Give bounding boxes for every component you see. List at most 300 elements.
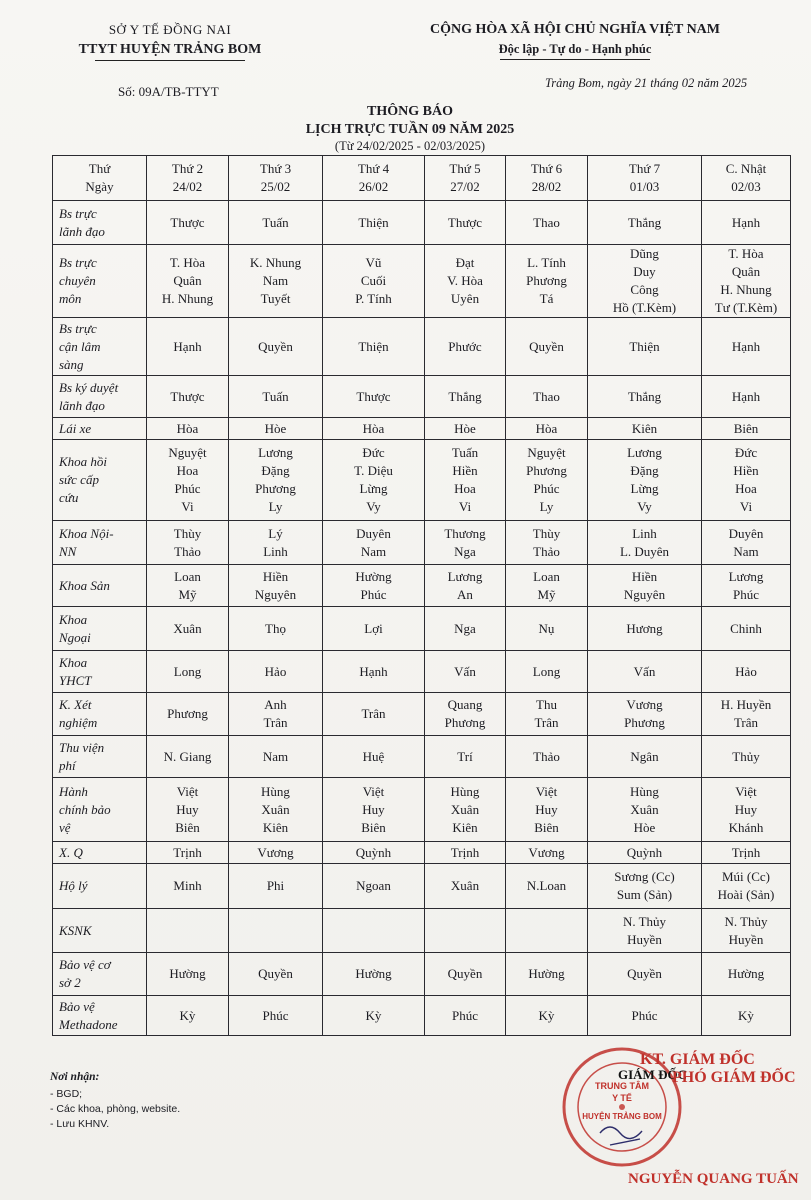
duty-cell bbox=[425, 201, 506, 245]
cell-line: sở 2 bbox=[59, 975, 81, 990]
cell-line: Khoa Nội- bbox=[59, 525, 114, 541]
duty-cell bbox=[229, 607, 323, 651]
day-date: 25/02 bbox=[260, 179, 291, 194]
cell-line: Biên bbox=[361, 819, 386, 835]
table-row bbox=[53, 201, 791, 245]
cell-line: Huyền bbox=[728, 931, 764, 947]
cell-line: Duyên bbox=[356, 525, 391, 541]
cell-line: Lương bbox=[447, 568, 483, 584]
cell-line: Long bbox=[173, 663, 202, 679]
cell-line: Ngoan bbox=[356, 878, 391, 893]
duty-cell bbox=[147, 521, 229, 565]
duty-cell bbox=[147, 909, 229, 953]
title-line2: LỊCH TRỰC TUẦN 09 NĂM 2025 bbox=[305, 122, 515, 137]
cell-line: Thao bbox=[533, 388, 560, 404]
cell-line: Thiện bbox=[358, 214, 389, 230]
duty-cell bbox=[147, 842, 229, 864]
cell-line: Vấn bbox=[633, 663, 656, 679]
cell-line: Hạnh bbox=[731, 214, 761, 230]
cell-line: Thảo bbox=[174, 543, 201, 559]
cell-line: lãnh đạo bbox=[59, 223, 105, 239]
cell-line: Hường bbox=[169, 966, 206, 981]
cell-line: Nam bbox=[733, 543, 759, 559]
duty-cell bbox=[506, 842, 588, 864]
duty-cell bbox=[588, 953, 702, 996]
cell-line: Anh bbox=[264, 697, 287, 712]
cell-line: Phúc bbox=[452, 1007, 478, 1023]
cell-line: Sương (Cc) bbox=[614, 869, 675, 884]
duty-cell bbox=[588, 318, 702, 376]
row-label-cell bbox=[53, 651, 147, 693]
cell-line: Thược bbox=[447, 214, 483, 230]
cell-line: Hùng bbox=[261, 783, 290, 799]
duty-cell bbox=[506, 565, 588, 607]
cell-line: Nga bbox=[454, 543, 476, 559]
day-date: 28/02 bbox=[531, 179, 562, 194]
table-row bbox=[53, 565, 791, 607]
cell-line: Hạnh bbox=[731, 388, 761, 404]
cell-line: Mỹ bbox=[178, 586, 197, 602]
duty-cell bbox=[323, 418, 425, 440]
cell-line: Quỳnh bbox=[355, 844, 392, 860]
duty-cell bbox=[425, 736, 506, 778]
cell-line: Hảo bbox=[264, 663, 287, 679]
org-header bbox=[40, 22, 300, 61]
duty-cell bbox=[702, 245, 791, 318]
duty-cell bbox=[425, 909, 506, 953]
duty-cell bbox=[702, 651, 791, 693]
nation-motto: Độc lập - Tự do - Hạnh phúc bbox=[498, 42, 652, 56]
row-label-cell bbox=[53, 842, 147, 864]
duty-cell bbox=[702, 521, 791, 565]
cell-line: Thương bbox=[444, 525, 486, 541]
cell-line: T. Hòa bbox=[169, 255, 206, 270]
cell-line: Thứ bbox=[88, 161, 111, 176]
duty-cell bbox=[229, 736, 323, 778]
duty-cell bbox=[147, 953, 229, 996]
cell-line: Công bbox=[630, 282, 659, 297]
cell-line: Khoa hồi bbox=[59, 454, 108, 469]
cell-line: Nụ bbox=[538, 620, 555, 636]
cell-line: Hiền bbox=[631, 568, 658, 584]
duty-cell bbox=[702, 864, 791, 909]
cell-line: N.Loan bbox=[526, 878, 567, 893]
duty-cell bbox=[588, 736, 702, 778]
duty-cell bbox=[425, 245, 506, 318]
cell-line: Hoa bbox=[176, 463, 199, 478]
duty-cell bbox=[147, 318, 229, 376]
duty-cell bbox=[323, 736, 425, 778]
cell-line: Minh bbox=[173, 878, 202, 893]
cell-line: Kiên bbox=[452, 819, 478, 835]
cell-line: Xuân bbox=[450, 878, 480, 893]
cell-line: Phương bbox=[624, 715, 665, 730]
table-row bbox=[53, 996, 791, 1036]
cell-line: Bs ký duyệt bbox=[59, 379, 119, 395]
cell-line: Việt bbox=[362, 783, 385, 799]
cell-line: Nam bbox=[262, 273, 289, 288]
cell-line: N. Thủy bbox=[622, 913, 667, 929]
cell-line: Trân bbox=[361, 706, 386, 721]
duty-cell bbox=[425, 651, 506, 693]
cell-line: Phước bbox=[448, 338, 482, 354]
duty-cell bbox=[323, 778, 425, 842]
duty-cell bbox=[229, 440, 323, 521]
cell-line: L. Duyên bbox=[619, 543, 670, 559]
cell-line: Hường bbox=[528, 966, 565, 981]
cell-line: Quyền bbox=[627, 966, 662, 981]
day-header-cell bbox=[147, 156, 229, 201]
duty-cell bbox=[702, 565, 791, 607]
cell-line: Vương bbox=[626, 697, 663, 712]
duty-cell bbox=[229, 996, 323, 1036]
cell-line: Hùng bbox=[630, 783, 659, 799]
cell-line: P. Tính bbox=[355, 291, 392, 306]
cell-line: Phương bbox=[255, 481, 296, 496]
duty-cell bbox=[506, 440, 588, 521]
cell-line: Bs trực bbox=[59, 205, 97, 221]
cell-line: Trân bbox=[534, 715, 559, 730]
cell-line: L. Tính bbox=[527, 255, 566, 270]
cell-line: Hành bbox=[59, 783, 88, 799]
cell-line: Việt bbox=[735, 783, 757, 799]
cell-line: Thiện bbox=[629, 338, 660, 354]
cell-line: Hảo bbox=[735, 663, 757, 679]
table-row bbox=[53, 318, 791, 376]
table-row bbox=[53, 778, 791, 842]
cell-line: Đức bbox=[734, 445, 758, 460]
cell-line: Xuân bbox=[630, 801, 659, 817]
cell-line: Huy bbox=[176, 801, 199, 817]
cell-line: Lợi bbox=[364, 620, 383, 636]
row-label-cell bbox=[53, 565, 147, 607]
duty-cell bbox=[588, 201, 702, 245]
cell-line: Methadone bbox=[59, 1016, 118, 1032]
cell-line: Lương bbox=[258, 445, 293, 460]
motto-underline bbox=[500, 59, 650, 60]
duty-cell bbox=[147, 245, 229, 318]
cell-line: Hùng bbox=[450, 783, 480, 799]
table-row bbox=[53, 651, 791, 693]
cell-line: Vi bbox=[458, 499, 472, 514]
duty-cell bbox=[147, 201, 229, 245]
org-underline bbox=[95, 60, 245, 61]
cell-line: cứu bbox=[59, 490, 79, 505]
duty-cell bbox=[425, 864, 506, 909]
cell-line: Biên bbox=[534, 819, 559, 835]
duty-cell bbox=[702, 376, 791, 418]
duty-cell bbox=[323, 909, 425, 953]
cell-line: Hòa bbox=[535, 420, 558, 436]
cell-line: Hiền bbox=[733, 463, 759, 478]
cell-line: Huệ bbox=[362, 748, 385, 764]
duty-cell bbox=[588, 778, 702, 842]
cell-line: Đặng bbox=[261, 463, 290, 478]
cell-line: Quỳnh bbox=[626, 844, 663, 860]
cell-line: Thảo bbox=[533, 543, 560, 559]
duty-cell bbox=[229, 864, 323, 909]
duty-cell bbox=[425, 778, 506, 842]
stamp-line-2: Y TẾ bbox=[612, 1093, 632, 1103]
cell-line: Vi bbox=[739, 499, 753, 514]
cell-line: Huyền bbox=[627, 931, 662, 947]
cell-line: Hòe bbox=[264, 420, 287, 436]
recipients-title: Nơi nhận: bbox=[50, 1071, 100, 1083]
row-label-cell bbox=[53, 201, 147, 245]
cell-line: Trịnh bbox=[173, 844, 202, 860]
cell-line: Bs trực bbox=[59, 255, 97, 270]
cell-line: lãnh đạo bbox=[59, 397, 105, 413]
cell-line: Quang bbox=[447, 697, 483, 712]
duty-cell bbox=[229, 693, 323, 736]
duty-cell bbox=[147, 778, 229, 842]
cell-line: Lái xe bbox=[59, 420, 92, 436]
cell-line: Xuân bbox=[450, 801, 480, 817]
table-header-row bbox=[53, 156, 791, 201]
cell-line: Múi (Cc) bbox=[721, 869, 771, 884]
cell-line: T. Hòa bbox=[728, 246, 764, 261]
cell-line: Quân bbox=[173, 273, 202, 288]
director-overprint: GIÁM ĐỐC bbox=[618, 1067, 687, 1082]
table-row bbox=[53, 418, 791, 440]
cell-line: Ly bbox=[539, 499, 554, 514]
row-label-cell bbox=[53, 909, 147, 953]
cell-line: N. Thủy bbox=[724, 913, 768, 929]
row-label-cell bbox=[53, 376, 147, 418]
cell-line: Trân bbox=[733, 715, 759, 730]
table-row bbox=[53, 607, 791, 651]
duty-cell bbox=[323, 842, 425, 864]
duty-cell bbox=[702, 953, 791, 996]
duty-cell bbox=[506, 693, 588, 736]
duty-cell bbox=[229, 778, 323, 842]
duty-cell bbox=[702, 440, 791, 521]
day-header-cell bbox=[425, 156, 506, 201]
cell-line: Phúc bbox=[262, 1007, 289, 1023]
duty-cell bbox=[229, 909, 323, 953]
duty-cell bbox=[588, 521, 702, 565]
cell-line: Kỳ bbox=[538, 1007, 555, 1023]
cell-line: Việt bbox=[176, 783, 199, 799]
duty-cell bbox=[702, 909, 791, 953]
duty-cell bbox=[506, 521, 588, 565]
duty-cell bbox=[588, 607, 702, 651]
cell-line: Hạnh bbox=[173, 338, 202, 354]
cell-line: X. Q bbox=[59, 844, 83, 860]
cell-line: Linh bbox=[263, 543, 288, 559]
cell-line: Chinh bbox=[730, 620, 762, 636]
duty-cell bbox=[229, 953, 323, 996]
duty-cell bbox=[425, 996, 506, 1036]
cell-line: H. Nhung bbox=[161, 291, 214, 306]
duty-cell bbox=[323, 521, 425, 565]
duty-cell bbox=[425, 693, 506, 736]
cell-line: Uyên bbox=[450, 291, 480, 306]
cell-line: Ngày bbox=[85, 179, 114, 194]
cell-line: N. Giang bbox=[163, 748, 212, 764]
table-row bbox=[53, 909, 791, 953]
cell-line: Tuấn bbox=[262, 388, 289, 404]
cell-line: Khoa bbox=[59, 611, 88, 627]
cell-line: Phúc bbox=[631, 1007, 658, 1023]
cell-line: Hoa bbox=[735, 481, 757, 496]
nation-title: CỘNG HÒA XÃ HỘI CHỦ NGHĨA VIỆT NAM bbox=[429, 22, 720, 37]
cell-line: sức cấp bbox=[59, 472, 99, 487]
cell-line: Hòa bbox=[176, 420, 199, 436]
duty-cell bbox=[506, 607, 588, 651]
duty-cell bbox=[229, 842, 323, 864]
duty-cell bbox=[702, 736, 791, 778]
cell-line: H. Nhung bbox=[720, 282, 772, 297]
cell-line: Duyên bbox=[728, 525, 764, 541]
cell-line: Huy bbox=[362, 801, 385, 817]
cell-line: Việt bbox=[535, 783, 558, 799]
row-label-cell bbox=[53, 953, 147, 996]
cell-line: Quyền bbox=[447, 966, 483, 981]
cell-line: Thắng bbox=[627, 214, 662, 230]
day-header-cell bbox=[702, 156, 791, 201]
duty-cell bbox=[425, 565, 506, 607]
cell-line: sàng bbox=[59, 356, 84, 372]
cell-line: Kỳ bbox=[738, 1007, 754, 1023]
cell-line: Hiền bbox=[452, 463, 478, 478]
cell-line: K. Xét bbox=[59, 697, 92, 712]
cell-line: nghiệm bbox=[59, 715, 98, 730]
cell-line: Hộ lý bbox=[59, 878, 88, 893]
cell-line: YHCT bbox=[59, 672, 92, 688]
duty-cell bbox=[425, 607, 506, 651]
title-line3: (Từ 24/02/2025 - 02/03/2025) bbox=[334, 139, 486, 153]
day-date: 26/02 bbox=[358, 179, 389, 194]
cell-line: Bs trực bbox=[59, 320, 97, 336]
cell-line: Khoa Sản bbox=[59, 577, 110, 593]
row-label-cell bbox=[53, 318, 147, 376]
day-name: Thứ 4 bbox=[357, 161, 390, 176]
cell-line: Nguyên bbox=[254, 586, 297, 602]
cell-line: Lừng bbox=[359, 481, 388, 496]
cell-line: Mỹ bbox=[537, 586, 556, 602]
duty-schedule-table bbox=[52, 155, 791, 1036]
cell-line: V. Hòa bbox=[447, 273, 483, 288]
duty-cell bbox=[147, 693, 229, 736]
table-row bbox=[53, 521, 791, 565]
cell-line: Thùy bbox=[173, 525, 202, 541]
cell-line: Thọ bbox=[265, 620, 286, 636]
cell-line: Tá bbox=[539, 291, 554, 306]
day-date: 01/03 bbox=[629, 179, 660, 194]
cell-line: Vũ bbox=[365, 255, 382, 270]
cell-line: Trân bbox=[263, 715, 288, 730]
cell-line: Tuấn bbox=[262, 214, 289, 230]
org-parent: SỞ Y TẾ ĐỒNG NAI bbox=[108, 22, 232, 37]
cell-line: Nguyên bbox=[623, 586, 666, 602]
cell-line: Hường bbox=[727, 966, 765, 981]
cell-line: Lương bbox=[728, 568, 764, 584]
cell-line: Trí bbox=[457, 748, 473, 764]
duty-cell bbox=[425, 842, 506, 864]
day-date: 27/02 bbox=[450, 179, 480, 194]
duty-cell bbox=[588, 996, 702, 1036]
duty-cell bbox=[229, 418, 323, 440]
cell-line: Khoa bbox=[59, 654, 88, 670]
table-row bbox=[53, 376, 791, 418]
cell-line: Loan bbox=[174, 568, 201, 584]
cell-line: An bbox=[457, 586, 473, 602]
cell-line: Vương bbox=[528, 844, 565, 860]
duty-cell bbox=[229, 565, 323, 607]
table-row bbox=[53, 440, 791, 521]
cell-line: Sum (Sản) bbox=[616, 887, 673, 902]
day-header-cell bbox=[588, 156, 702, 201]
duty-cell bbox=[588, 651, 702, 693]
cell-line: Thao bbox=[533, 214, 560, 230]
cell-line: Bảo vệ bbox=[59, 998, 95, 1014]
duty-cell bbox=[323, 318, 425, 376]
cell-line: Hường bbox=[355, 966, 392, 981]
cell-line: Hòa bbox=[362, 420, 385, 436]
duty-cell bbox=[588, 440, 702, 521]
cell-line: Tuyết bbox=[260, 291, 291, 306]
duty-cell bbox=[229, 201, 323, 245]
cell-line: Phương bbox=[526, 273, 567, 288]
cell-line: Nam bbox=[262, 748, 289, 764]
cell-line: Tư (T.Kèm) bbox=[714, 300, 778, 315]
duty-cell bbox=[147, 440, 229, 521]
cell-line: Khánh bbox=[728, 819, 764, 835]
cell-line: Hoài (Sản) bbox=[717, 887, 775, 902]
table-row bbox=[53, 693, 791, 736]
row-label-cell bbox=[53, 996, 147, 1036]
signature-title-2: PHÓ GIÁM ĐỐC bbox=[672, 1069, 796, 1086]
cell-line: Biên bbox=[733, 420, 759, 436]
recipients bbox=[50, 1070, 180, 1132]
duty-cell bbox=[588, 909, 702, 953]
duty-cell bbox=[425, 376, 506, 418]
duty-cell bbox=[506, 736, 588, 778]
org-name: TTYT HUYỆN TRẢNG BOM bbox=[78, 42, 262, 57]
duty-cell bbox=[147, 736, 229, 778]
table-row bbox=[53, 864, 791, 909]
cell-line: Đạt bbox=[455, 255, 475, 270]
duty-cell bbox=[147, 565, 229, 607]
duty-cell bbox=[323, 376, 425, 418]
duty-cell bbox=[588, 418, 702, 440]
cell-line: Hương bbox=[626, 620, 663, 636]
row-label-cell bbox=[53, 521, 147, 565]
cell-line: Nguyệt bbox=[527, 445, 566, 460]
cell-line: cận lâm bbox=[59, 338, 101, 354]
cell-line: Thu viện bbox=[59, 739, 105, 755]
table-row bbox=[53, 953, 791, 996]
cell-line: chuyên bbox=[59, 273, 96, 288]
signature-title-1: KT. GIÁM ĐỐC bbox=[640, 1051, 755, 1068]
duty-cell bbox=[323, 651, 425, 693]
cell-line: Hiền bbox=[262, 568, 289, 584]
cell-line: vệ bbox=[59, 819, 71, 835]
cell-line: Nga bbox=[454, 620, 476, 636]
duty-cell bbox=[702, 318, 791, 376]
cell-line: Hòe bbox=[633, 819, 656, 835]
duty-cell bbox=[147, 996, 229, 1036]
duty-cell bbox=[506, 953, 588, 996]
title-line1: THÔNG BÁO bbox=[367, 104, 453, 119]
duty-cell bbox=[229, 521, 323, 565]
duty-cell bbox=[147, 607, 229, 651]
recipient-item: - Lưu KHNV. bbox=[50, 1118, 110, 1130]
cell-line: Nguyệt bbox=[168, 445, 207, 460]
duty-cell bbox=[588, 565, 702, 607]
table-row bbox=[53, 736, 791, 778]
